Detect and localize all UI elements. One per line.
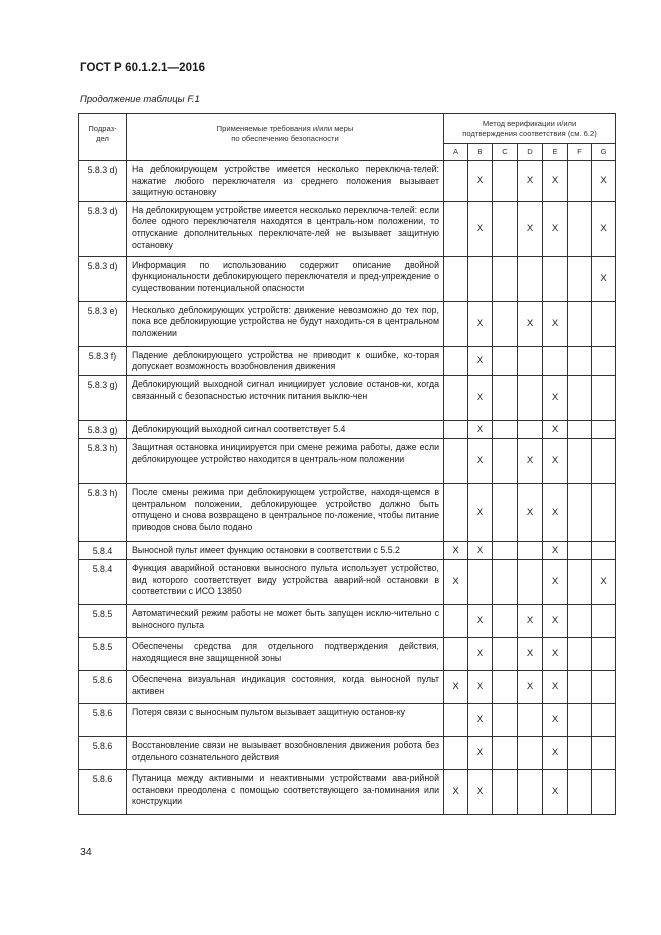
mark-cell-b: X	[468, 420, 493, 438]
document-standard-title: ГОСТ Р 60.1.2.1—2016	[80, 62, 206, 74]
mark-cell-d: X	[518, 201, 543, 256]
mark-cell-a	[444, 703, 468, 736]
mark-cell-a: X	[444, 769, 468, 814]
mark-cell-b: X	[468, 703, 493, 736]
mark-cell-c	[493, 346, 518, 375]
col-header-requirement: Применяемые требования и/или меры по обеспечению безопасности	[127, 114, 444, 161]
col-header-method: Метод верификации и/или подтверждения соответствия (см. 6.2)	[444, 114, 616, 144]
table-row	[79, 559, 616, 604]
mark-cell-d: X	[518, 483, 543, 541]
table-row	[79, 346, 616, 375]
mark-cell-c	[493, 161, 518, 202]
mark-cell-e: X	[543, 161, 568, 202]
mark-cell-d	[518, 736, 543, 769]
mark-cell-a: X	[444, 670, 468, 703]
mark-cell-a	[444, 637, 468, 670]
mark-cell-g	[592, 346, 616, 375]
col-header-letter-g: G	[592, 144, 616, 161]
mark-cell-d	[518, 420, 543, 438]
mark-cell-d: X	[518, 161, 543, 202]
mark-cell-g	[592, 483, 616, 541]
mark-cell-g	[592, 604, 616, 637]
row-section: 5.8.6	[79, 769, 127, 814]
mark-cell-c	[493, 637, 518, 670]
mark-cell-f	[568, 438, 592, 483]
mark-cell-a	[444, 161, 468, 202]
mark-cell-g	[592, 670, 616, 703]
mark-cell-c	[493, 301, 518, 346]
mark-cell-f	[568, 637, 592, 670]
mark-cell-c	[493, 483, 518, 541]
col-header-letter-b: B	[468, 144, 493, 161]
col-header-section: Подраз- дел	[79, 114, 127, 161]
row-requirement-text: Обеспечены средства для отдельного подтверждения действия, находящиеся вне защищенной зоны	[127, 637, 444, 670]
mark-cell-g: X	[592, 161, 616, 202]
mark-cell-e: X	[543, 769, 568, 814]
mark-cell-e	[543, 346, 568, 375]
mark-cell-g	[592, 703, 616, 736]
table-row	[79, 769, 616, 814]
mark-cell-d	[518, 703, 543, 736]
mark-cell-d: X	[518, 438, 543, 483]
mark-cell-c	[493, 769, 518, 814]
mark-cell-e: X	[543, 483, 568, 541]
row-section: 5.8.3 d)	[79, 201, 127, 256]
mark-cell-g: X	[592, 201, 616, 256]
table-row	[79, 201, 616, 256]
mark-cell-b	[468, 559, 493, 604]
row-requirement-text: Деблокирующий выходной сигнал инициирует условие останов-ки, когда связанный с безопасностью источник питания выклю-чен	[127, 375, 444, 420]
mark-cell-f	[568, 670, 592, 703]
col-header-letter-e: E	[543, 144, 568, 161]
row-requirement-text: Деблокирующий выходной сигнал соответствует 5.4	[127, 420, 444, 438]
mark-cell-a	[444, 201, 468, 256]
row-section: 5.8.6	[79, 670, 127, 703]
table-row	[79, 541, 616, 559]
mark-cell-d: X	[518, 604, 543, 637]
mark-cell-g	[592, 375, 616, 420]
mark-cell-c	[493, 559, 518, 604]
table-row	[79, 604, 616, 637]
mark-cell-a: X	[444, 559, 468, 604]
mark-cell-b: X	[468, 483, 493, 541]
mark-cell-f	[568, 604, 592, 637]
mark-cell-a	[444, 375, 468, 420]
mark-cell-a	[444, 420, 468, 438]
mark-cell-b: X	[468, 346, 493, 375]
mark-cell-d: X	[518, 670, 543, 703]
mark-cell-f	[568, 541, 592, 559]
mark-cell-a	[444, 483, 468, 541]
mark-cell-b: X	[468, 604, 493, 637]
mark-cell-d	[518, 256, 543, 301]
row-requirement-text: После смены режима при деблокирующем устройстве, находя-щемся в центральном положении, деблокирующее устройство должно быть отпущено и снова возвращено в центральное по-ложение, чтобы питание приводов снова было подано	[127, 483, 444, 541]
mark-cell-c	[493, 438, 518, 483]
mark-cell-f	[568, 256, 592, 301]
mark-cell-g	[592, 637, 616, 670]
mark-cell-e: X	[543, 670, 568, 703]
mark-cell-e: X	[543, 201, 568, 256]
table-row	[79, 420, 616, 438]
mark-cell-c	[493, 736, 518, 769]
row-section: 5.8.3 f)	[79, 346, 127, 375]
mark-cell-b: X	[468, 301, 493, 346]
row-requirement-text: Потеря связи с выносным пультом вызывает защитную останов-ку	[127, 703, 444, 736]
table-row	[79, 256, 616, 301]
row-section: 5.8.3 g)	[79, 375, 127, 420]
mark-cell-f	[568, 559, 592, 604]
mark-cell-b: X	[468, 438, 493, 483]
mark-cell-d: X	[518, 301, 543, 346]
mark-cell-f	[568, 420, 592, 438]
mark-cell-e: X	[543, 541, 568, 559]
row-section: 5.8.3 h)	[79, 438, 127, 483]
mark-cell-a	[444, 346, 468, 375]
row-requirement-text: Выносной пульт имеет функцию остановки в соответствии с 5.5.2	[127, 541, 444, 559]
table-row	[79, 438, 616, 483]
mark-cell-f	[568, 703, 592, 736]
mark-cell-g	[592, 438, 616, 483]
mark-cell-f	[568, 346, 592, 375]
col-header-letter-d: D	[518, 144, 543, 161]
mark-cell-a	[444, 736, 468, 769]
mark-cell-b: X	[468, 670, 493, 703]
mark-cell-e: X	[543, 637, 568, 670]
row-requirement-text: Информация по использованию содержит описание двойной функциональности деблокирующего переключателя и пред-упреждение о существовании потенциальной опасности	[127, 256, 444, 301]
table-row	[79, 483, 616, 541]
mark-cell-e: X	[543, 604, 568, 637]
mark-cell-b	[468, 256, 493, 301]
mark-cell-e: X	[543, 736, 568, 769]
row-section: 5.8.3 d)	[79, 256, 127, 301]
row-section: 5.8.6	[79, 736, 127, 769]
mark-cell-d	[518, 769, 543, 814]
page-number: 34	[80, 846, 92, 858]
row-section: 5.8.4	[79, 559, 127, 604]
table-row	[79, 161, 616, 202]
mark-cell-d	[518, 541, 543, 559]
row-requirement-text: На деблокирующем устройстве имеется несколько переключа-телей: если более одного переключателя находятся в централь-ном положении, то отпускание дополнительных переключате-лей не вызывает защитную остановку	[127, 201, 444, 256]
mark-cell-c	[493, 604, 518, 637]
row-section: 5.8.3 g)	[79, 420, 127, 438]
row-section: 5.8.5	[79, 637, 127, 670]
mark-cell-e: X	[543, 559, 568, 604]
row-section: 5.8.3 e)	[79, 301, 127, 346]
mark-cell-d	[518, 375, 543, 420]
mark-cell-b: X	[468, 736, 493, 769]
mark-cell-f	[568, 769, 592, 814]
mark-cell-e: X	[543, 375, 568, 420]
mark-cell-a	[444, 438, 468, 483]
mark-cell-e: X	[543, 703, 568, 736]
row-requirement-text: Несколько деблокирующих устройств: движение невозможно до тех пор, пока все деблокирующие устройства не будут находить-ся в центральном положении	[127, 301, 444, 346]
mark-cell-c	[493, 670, 518, 703]
mark-cell-d	[518, 346, 543, 375]
row-section: 5.8.4	[79, 541, 127, 559]
mark-cell-g: X	[592, 256, 616, 301]
mark-cell-b: X	[468, 769, 493, 814]
row-requirement-text: Обеспечена визуальная индикация состояния, когда выносной пульт активен	[127, 670, 444, 703]
mark-cell-a	[444, 604, 468, 637]
mark-cell-e	[543, 256, 568, 301]
mark-cell-f	[568, 483, 592, 541]
row-section: 5.8.6	[79, 703, 127, 736]
mark-cell-e: X	[543, 301, 568, 346]
mark-cell-a	[444, 301, 468, 346]
mark-cell-c	[493, 375, 518, 420]
mark-cell-a: X	[444, 541, 468, 559]
mark-cell-g	[592, 301, 616, 346]
mark-cell-f	[568, 375, 592, 420]
table-row	[79, 670, 616, 703]
mark-cell-c	[493, 201, 518, 256]
mark-cell-g	[592, 541, 616, 559]
row-requirement-text: Восстановление связи не вызывает возобновления движения робота без отдельного сознательного действия	[127, 736, 444, 769]
table-row	[79, 375, 616, 420]
mark-cell-b: X	[468, 201, 493, 256]
mark-cell-f	[568, 161, 592, 202]
mark-cell-g	[592, 736, 616, 769]
row-requirement-text: Защитная остановка инициируется при смене режима работы, даже если деблокирующее устройство находится в централь-ном положении	[127, 438, 444, 483]
row-requirement-text: Падение деблокирующего устройства не приводит к ошибке, ко-торая допускает возможность возобновления движения	[127, 346, 444, 375]
mark-cell-c	[493, 420, 518, 438]
row-section: 5.8.3 d)	[79, 161, 127, 202]
row-requirement-text: Путаница между активными и неактивными устройствами ава-рийной остановки преодолена с помощью соответствующего за-поминания или конструкции	[127, 769, 444, 814]
mark-cell-f	[568, 201, 592, 256]
row-section: 5.8.5	[79, 604, 127, 637]
col-header-letter-a: A	[444, 144, 468, 161]
col-header-letter-c: C	[493, 144, 518, 161]
table-row	[79, 637, 616, 670]
mark-cell-f	[568, 736, 592, 769]
mark-cell-g	[592, 769, 616, 814]
mark-cell-b: X	[468, 541, 493, 559]
mark-cell-b: X	[468, 637, 493, 670]
row-requirement-text: Функция аварийной остановки выносного пульта использует устройство, вид которого соответствует виду устройства аварий-ной остановки в соответствии с ИСО 13850	[127, 559, 444, 604]
mark-cell-e: X	[543, 420, 568, 438]
table-row	[79, 703, 616, 736]
mark-cell-f	[568, 301, 592, 346]
mark-cell-d: X	[518, 637, 543, 670]
col-header-letter-f: F	[568, 144, 592, 161]
row-requirement-text: Автоматический режим работы не может быть запущен исклю-чительно с выносного пульта	[127, 604, 444, 637]
table-row	[79, 736, 616, 769]
table-row	[79, 301, 616, 346]
mark-cell-d	[518, 559, 543, 604]
mark-cell-c	[493, 541, 518, 559]
table-caption: Продолжение таблицы F.1	[80, 94, 200, 105]
mark-cell-b: X	[468, 161, 493, 202]
row-requirement-text: На деблокирующем устройстве имеется несколько переключа-телей: нажатие любого переключателя из среднего положения вызывает защитную остановку	[127, 161, 444, 202]
row-section: 5.8.3 h)	[79, 483, 127, 541]
mark-cell-g	[592, 420, 616, 438]
mark-cell-g: X	[592, 559, 616, 604]
mark-cell-c	[493, 256, 518, 301]
requirements-table	[78, 113, 616, 815]
mark-cell-c	[493, 703, 518, 736]
mark-cell-a	[444, 256, 468, 301]
mark-cell-b: X	[468, 375, 493, 420]
mark-cell-e: X	[543, 438, 568, 483]
